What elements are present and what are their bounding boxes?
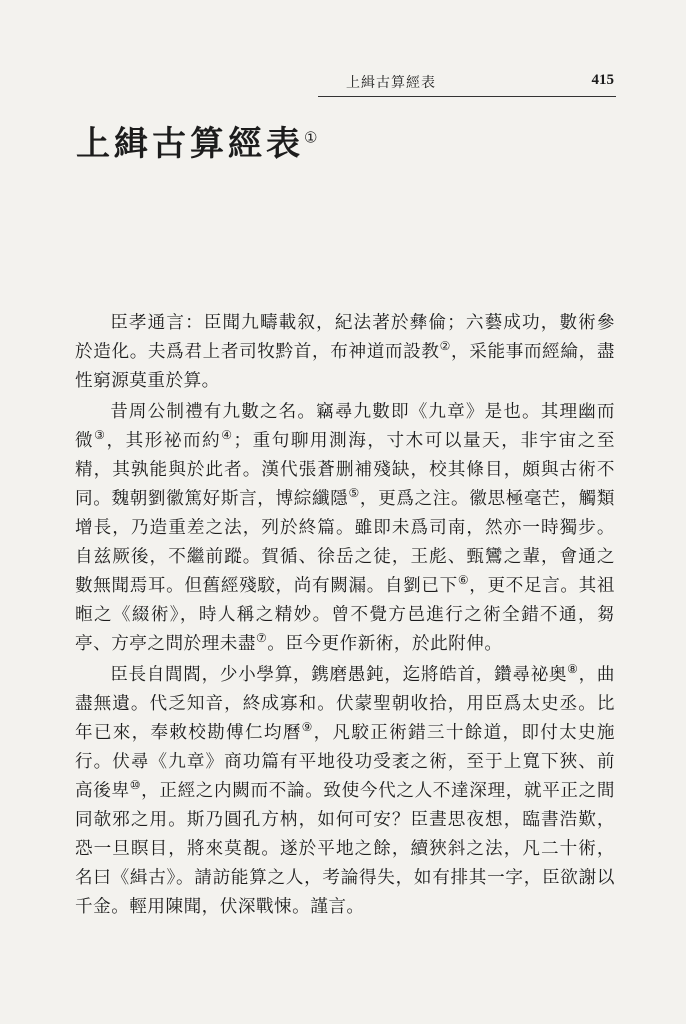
- text-run: 。臣今更作新術，於此附伸。: [267, 634, 503, 654]
- text-run: ，更不足言。其祖暅之《綴術》，時人稱之精妙。曾不覺方邑進行之術全錯不通，芻亭、方亭之問於理未盡: [75, 576, 615, 654]
- text-run: ，采能事而經綸，盡性窮源莫重於算。: [75, 342, 615, 391]
- text-run: ；重句聊用測海，寸木可以量天，非宇宙之至精，其孰能與於此者。漢代張蒼删補殘缺，校其條目，頗與古術不同。魏朝劉徽篤好斯言，博綜纖隱: [75, 431, 615, 509]
- text-run: 臣孝通言：臣聞九疇載叙，紀法著於彝倫；六藝成功，數術參於造化。夫爲君上者司牧黔首，布神道而設教: [75, 313, 615, 362]
- footnote-marker: ②: [439, 339, 452, 354]
- chapter-title: [76, 116, 321, 165]
- paragraph: [75, 309, 615, 396]
- page-number: 415: [591, 72, 614, 88]
- running-header: [318, 70, 616, 97]
- chapter-title-text: 上緝古算經表: [76, 124, 304, 164]
- footnote-marker: ⑦: [255, 631, 268, 646]
- text-run: ，曲盡無遺。代乏知音，終成寡和。伏蒙聖朝收拾，用臣爲太史丞。比年已來，奉敕校勘傅仁均曆: [75, 665, 615, 743]
- text-run: ，更爲之注。徽思極毫芒，觸類增長，乃造重差之法，列於終篇。雖即未爲司南，然亦一時獨步。自兹厥後，不繼前蹤。賀循、徐岳之徒，王彪、甄鸞之輩，會通之數無聞焉耳。但舊經殘駮，尚有闕漏。自劉已下: [75, 489, 615, 596]
- text-run: ，凡駮正術錯三十餘道，即付太史施行。伏尋《九章》商功篇有平地役功受袤之術，至于上寬下狹、前高後卑: [75, 723, 615, 801]
- body-text: [75, 309, 615, 922]
- footnote-marker: ⑥: [457, 573, 470, 588]
- footnote-marker: ⑩: [129, 778, 142, 793]
- footnote-marker: ③: [94, 428, 107, 443]
- text-run: ，正經之内闕而不論。致使今代之人不達深理，就平正之間同欹邪之用。斯乃圓孔方枘，如何可安？臣晝思夜想，臨書浩歎，恐一旦瞑目，將來莫覩。遂於平地之餘，續狹斜之法，凡二十術，名曰《緝古》。請訪能算之人，考論得失，如有排其一字，臣欲謝以千金。輕用陳聞，伏深戰悚。謹言。: [75, 781, 615, 917]
- footnote-marker: ④: [221, 428, 234, 443]
- paragraph: [75, 398, 615, 659]
- footnote-marker: ⑨: [301, 720, 314, 735]
- text-run: 昔周公制禮有九數之名。竊尋九數即《九章》是也。其理幽而微: [75, 402, 615, 451]
- footnote-marker: ⑤: [348, 486, 360, 501]
- footnote-marker: ⑧: [567, 662, 579, 677]
- running-title: 上緝古算經表: [346, 75, 436, 91]
- text-run: ，其形祕而約: [106, 431, 222, 451]
- footnote-marker: ①: [304, 128, 322, 147]
- text-run: 臣長自閭閻，少小學算，鎸磨愚鈍，迄將皓首，鑽尋祕奥: [110, 665, 568, 685]
- paragraph: [75, 661, 615, 922]
